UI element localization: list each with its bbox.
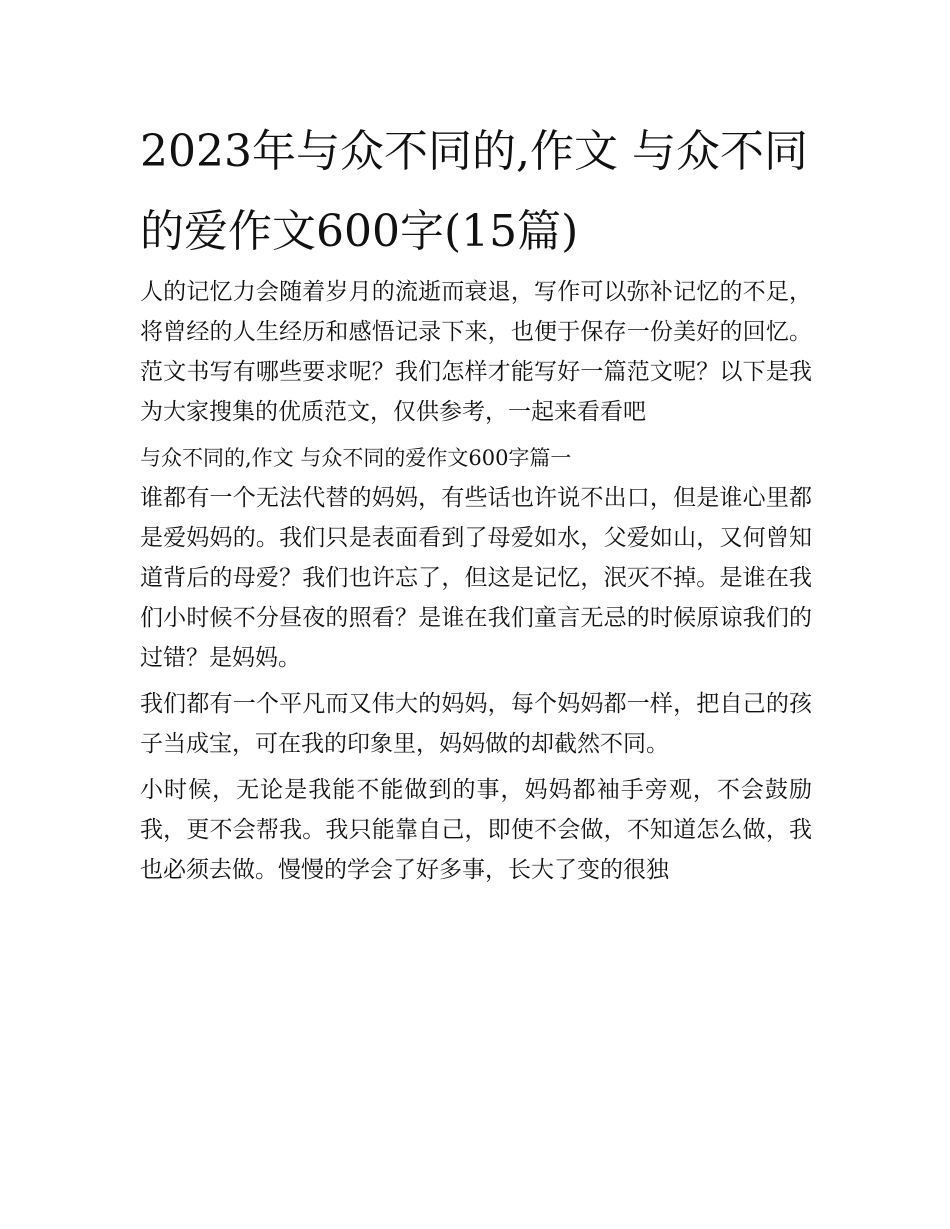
document-title-text: 2023年与众不同的,作文 与众不同的爱作文600字(15篇)	[140, 126, 808, 257]
body-paragraph-3: 小时候，无论是我能不能做到的事，妈妈都袖手旁观，不会鼓励我，更不会帮我。我只能靠自己，即使不会做，不知道怎么做，我也必须去做。慢慢的学会了好多事，长大了变的很独	[140, 777, 812, 883]
body-paragraph-1: 谁都有一个无法代替的妈妈，有些话也许说不出口，但是谁心里都是爱妈妈的。我们只是表面看到了母爱如水，父爱如山，又何曾知道背后的母爱？我们也许忘了，但这是记忆，泯灭不掉。是谁在我们小时候不分昼夜的照看？是谁在我们童言无忌的时候原谅我们的过错？是妈妈。	[140, 485, 812, 671]
body-paragraph-2: 我们都有一个平凡而又伟大的妈妈，每个妈妈都一样，把自己的孩子当成宝，可在我的印象里，妈妈做的却截然不同。	[140, 691, 812, 757]
document-page	[140, 112, 812, 890]
document-title	[140, 112, 812, 272]
section-heading: 与众不同的,作文 与众不同的爱作文600字篇一	[140, 446, 572, 470]
intro-paragraph: 人的记忆力会随着岁月的流逝而衰退，写作可以弥补记忆的不足，将曾经的人生经历和感悟记录下来，也便于保存一份美好的回忆。范文书写有哪些要求呢？我们怎样才能写好一篇范文呢？以下是我为大家搜集的优质范文，仅供参考，一起来看看吧	[140, 279, 812, 425]
